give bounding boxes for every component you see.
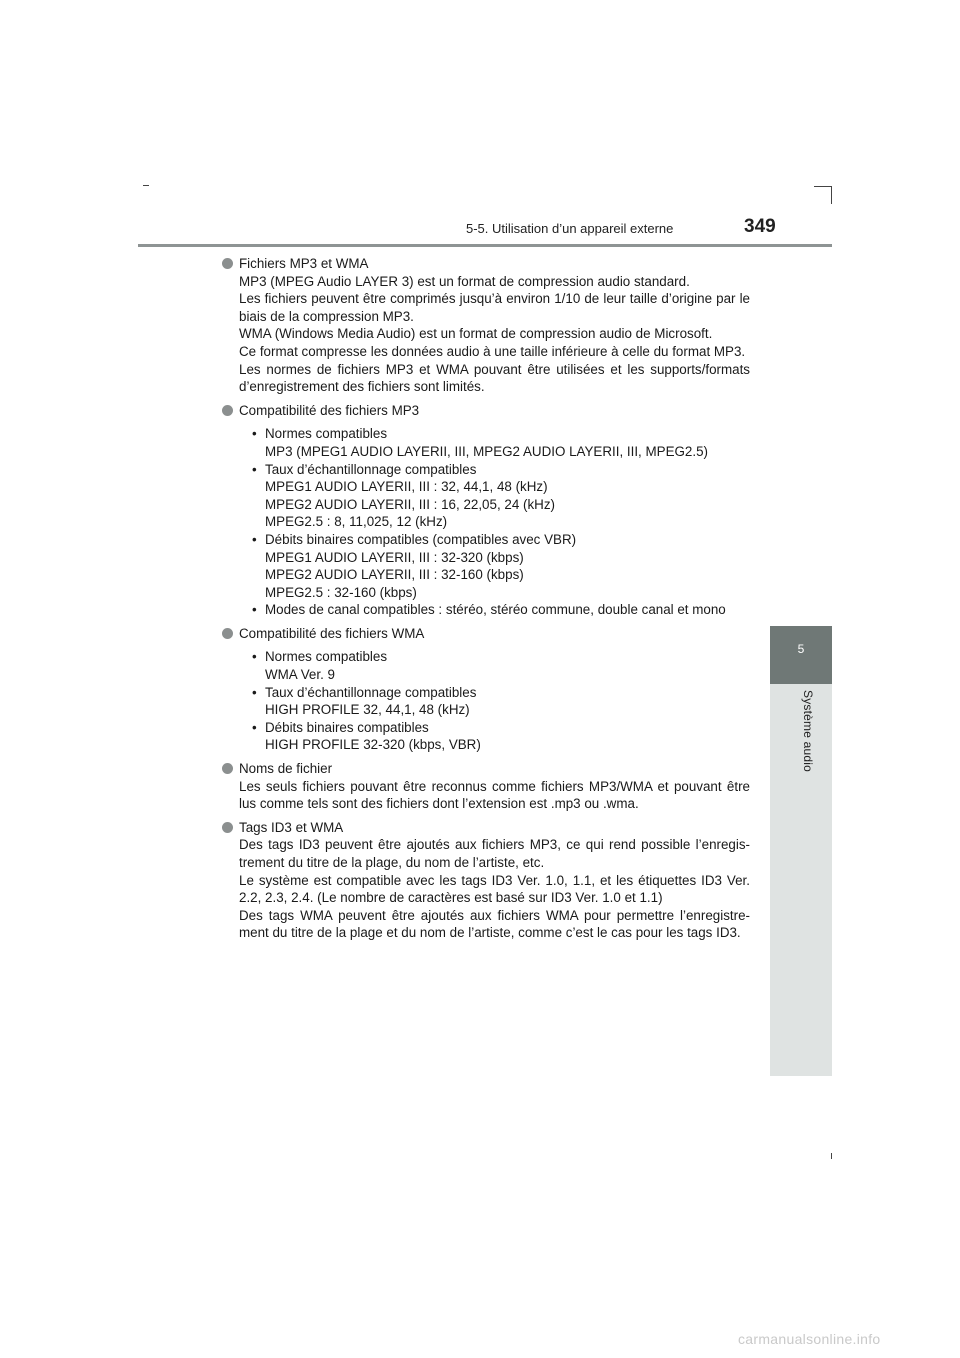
bullet-icon — [222, 822, 233, 833]
section-title: Compatibilité des fichiers MP3 — [239, 402, 420, 418]
bullet-icon — [222, 763, 233, 774]
list-item — [252, 531, 750, 601]
section-title: Tags ID3 et WMA — [239, 819, 344, 835]
dot-icon: • — [252, 426, 257, 442]
list-item — [252, 719, 750, 754]
paragraph: Ce format compresse les données audio à une taille inférieure à celle du format MP3. — [239, 343, 746, 359]
section-id3-tags — [222, 819, 750, 942]
list-item-line: WMA Ver. 9 — [265, 667, 335, 683]
list-item-label: Modes de canal compatibles : stéréo, stéréo commune, double canal et mono — [265, 602, 726, 618]
list-item-line: MPEG2 AUDIO LAYERII, III : 32-160 (kbps) — [265, 567, 524, 583]
crop-mark-top-left — [143, 185, 149, 186]
bullet-icon — [222, 258, 233, 269]
bullet-icon — [222, 405, 233, 416]
paragraph: Des tags WMA peuvent être ajoutés aux fichiers WMA pour permettre l’enregistre-ment du titre de la plage et du nom de l’artiste, comme c’est le cas pour les tags ID3. — [239, 907, 750, 941]
section-mp3-wma — [222, 255, 750, 396]
dot-icon: • — [252, 461, 257, 477]
list-item — [252, 461, 750, 531]
paragraph: MP3 (MPEG Audio LAYER 3) est un format de compression audio standard. — [239, 273, 690, 289]
section-title: Compatibilité des fichiers WMA — [239, 625, 425, 641]
sub-list — [239, 425, 750, 619]
chapter-title: Système audio — [801, 690, 815, 772]
dot-icon: • — [252, 531, 257, 547]
page-number: 349 — [744, 216, 776, 237]
list-item-line: MPEG2.5 : 32-160 (kbps) — [265, 584, 417, 600]
list-item — [252, 425, 750, 460]
paragraph: Des tags ID3 peuvent être ajoutés aux fichiers MP3, ce qui rend possible l’enregis-trement du titre de la plage, du nom de l’artiste, etc. — [239, 837, 750, 870]
dot-icon: • — [252, 719, 257, 735]
dot-icon: • — [252, 684, 257, 700]
list-item-label: Débits binaires compatibles — [265, 719, 429, 735]
paragraph: Le système est compatible avec les tags ID3 Ver. 1.0, 1.1, et les étiquettes ID3 Ver. 2.2, 2.3, 2.4. (Le nombre de caractères est basé sur ID3 Ver. 1.0 et 1.1) — [239, 872, 750, 906]
sub-list — [239, 648, 750, 754]
list-item-line: HIGH PROFILE 32-320 (kbps, VBR) — [265, 737, 481, 753]
section-wma-compat — [222, 625, 750, 754]
list-item-label: Normes compatibles — [265, 426, 388, 442]
paragraph: Les seuls fichiers pouvant être reconnus comme fichiers MP3/WMA et pouvant être lus comme tels sont des fichiers dont l’extension est .mp3 ou .wma. — [239, 778, 750, 812]
chapter-tab — [770, 626, 832, 684]
list-item-line: MPEG2.5 : 8, 11,025, 12 (kHz) — [265, 514, 448, 530]
list-item-line: MPEG1 AUDIO LAYERII, III : 32, 44,1, 48 (kHz) — [265, 479, 548, 495]
section-header: 5-5. Utilisation d’un appareil externe — [466, 221, 674, 236]
bullet-icon — [222, 628, 233, 639]
list-item — [252, 648, 750, 683]
list-item-line: MP3 (MPEG1 AUDIO LAYERII, III, MPEG2 AUDIO LAYERII, III, MPEG2.5) — [265, 443, 709, 459]
list-item-label: Taux d’échantillonnage compatibles — [265, 461, 477, 477]
dot-icon: • — [252, 602, 257, 618]
list-item-line: MPEG2 AUDIO LAYERII, III : 16, 22,05, 24 (kHz) — [265, 496, 555, 512]
paragraph: Les fichiers peuvent être comprimés jusqu’à environ 1/10 de leur taille d’origine par le biais de la compression MP3. — [239, 291, 750, 324]
crop-mark-top-right-h — [814, 186, 832, 187]
section-mp3-compat — [222, 402, 750, 619]
section-file-names — [222, 760, 750, 813]
footer-watermark: carmanualsonline.info — [738, 1331, 881, 1347]
list-item-line: MPEG1 AUDIO LAYERII, III : 32-320 (kbps) — [265, 549, 524, 565]
paragraph: Les normes de fichiers MP3 et WMA pouvant être utilisées et les supports/formats d’enregistrement des fichiers sont limités. — [239, 361, 750, 395]
chapter-number: 5 — [797, 642, 805, 656]
list-item — [252, 684, 750, 719]
section-title: Noms de fichier — [239, 761, 333, 777]
list-item-label: Normes compatibles — [265, 649, 388, 665]
crop-mark-bottom-right — [831, 1153, 832, 1159]
list-item-label: Taux d’échantillonnage compatibles — [265, 684, 477, 700]
list-item — [252, 601, 750, 619]
dot-icon: • — [252, 649, 257, 665]
list-item-label: Débits binaires compatibles (compatibles avec VBR) — [265, 531, 577, 547]
header-rule — [138, 244, 832, 247]
page-content — [222, 255, 750, 948]
list-item-line: HIGH PROFILE 32, 44,1, 48 (kHz) — [265, 702, 470, 718]
crop-mark-top-right-v — [831, 186, 832, 204]
paragraph: WMA (Windows Media Audio) est un format de compression audio de Microsoft. — [239, 326, 713, 342]
section-title: Fichiers MP3 et WMA — [239, 256, 369, 271]
